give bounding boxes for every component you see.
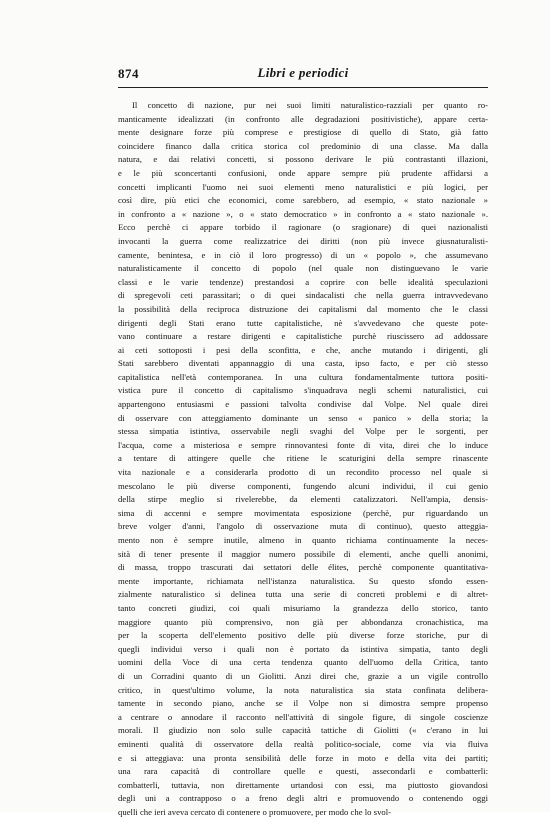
text-line: eminenti qualità di osservatore della realtà politico-sociale, come via via fluiva bbox=[118, 738, 488, 749]
text-line: combatterli, tuttavia, non direttamente urtandosi con essi, ma piuttosto giovandosi bbox=[118, 779, 488, 790]
text-line: l'acqua, come a misteriosa e sempre rinnovantesi fonte di vita, direi che lo induce bbox=[118, 439, 488, 450]
text-line: breve volger d'anni, l'angolo di osservazione muta di continuo), questo atteggia- bbox=[118, 521, 488, 532]
text-line: ai ceti sottoposti i pesi della sconfitta, e che, anche mutando i dirigenti, gli bbox=[118, 344, 488, 355]
text-line: e le più sconcertanti confusioni, onde appare sempre più prudente affidarsi a bbox=[118, 167, 488, 178]
text-line: in confronto a « nazione », o « stato democratico » in confronto a « stato nazionale ». bbox=[118, 208, 488, 219]
header-rule bbox=[118, 87, 488, 88]
text-line: vano continuare a restare dirigenti e capitalistiche purchè riuscissero ad addossare bbox=[118, 331, 488, 342]
text-line: zialmente naturalistico si delinea tutta una serie di concreti problemi e di altret- bbox=[118, 589, 488, 600]
text-line: così dire, più etici che economici, come sarebbero, ad esempio, « stato nazionale » bbox=[118, 195, 488, 206]
text-line: mento non è sempre inutile, almeno in quanto richiama continuamente la neces- bbox=[118, 535, 488, 545]
text-line: morali. Il giudizio non solo sulle capacità tattiche di Giolitti (« c'erano in lui bbox=[118, 725, 488, 736]
page-number: 874 bbox=[118, 66, 139, 81]
text-line: una rara capacità di controllare quelle e questi, assecondarli e combatterli: bbox=[118, 766, 488, 777]
text-line: dirigenti degli Stati erano tutte capitalistiche, nè s'avvedevano che queste pote- bbox=[118, 317, 488, 328]
text-line: di spregevoli ceti parassitari; o di quei sindacalisti che nella guerra intravvedevano bbox=[118, 290, 488, 301]
text-line: capitalistica nell'età contemporanea. In una cultura fondamentalmente tuttora positi- bbox=[118, 371, 488, 382]
text-line: mescolano le più diverse componenti, fungendo alcuni individui, il cui genio bbox=[118, 480, 488, 491]
text-line: sima di accenni e sempre movimentata esposizione (perchè, pur riguardando un bbox=[118, 507, 488, 518]
page-header bbox=[118, 64, 488, 86]
text-line: tanto concreti giudizi, coi quali misuriamo la grandezza dello storico, tanto bbox=[118, 602, 488, 613]
text-line: classi e le varie tendenze) prestandosi a coprire con belle idealità speculazioni bbox=[118, 276, 488, 287]
text-line: naturalisticamente il concetto di popolo (nel quale non distinguevano le varie bbox=[118, 263, 488, 274]
body-text bbox=[118, 99, 488, 819]
text-line: vita nazionale e a considerarla prodotto di un recondito processo nel quale si bbox=[118, 467, 488, 478]
text-line: sità di tener presente il maggior numero possibile di elementi, anche quelli anonimi, bbox=[118, 548, 488, 559]
text-line: critico, in quest'ultimo volume, la nota naturalistica sia stata confinata delibera- bbox=[118, 684, 488, 695]
text-line: di un Corradini quanto di un Giolitti. Anzi direi che, grazie a un vigile controllo bbox=[118, 670, 488, 681]
text-line: a centrare o annodare il racconto nell'attività di singole figure, di singole coscienze bbox=[118, 711, 488, 722]
running-head: Libri e periodici bbox=[257, 65, 349, 80]
text-line: camente, benintesa, e in ciò il loro progresso) di un « popolo », che assumevano bbox=[118, 249, 488, 260]
text-line: uomini della Voce di una certa tendenza quanto dell'uomo della Critica, tanto bbox=[118, 657, 488, 668]
text-line: mente designare forze più comprese e prestigiose di quello di Stato, già fatto bbox=[118, 127, 488, 138]
text-line: per la scoperta dell'elemento positivo delle più diverse forze storiche, pur di bbox=[118, 630, 488, 641]
text-line: quegli individui verso i quali non è portato da istintiva simpatia, tanto degli bbox=[118, 643, 488, 654]
text-line: e si atteggiava: una pronta sensibilità delle forze in moto e della vita dei partiti; bbox=[118, 752, 488, 763]
text-line: Il concetto di nazione, pur nei suoi limiti naturalistico-razziali per quanto ro- bbox=[132, 100, 488, 110]
text-line: di osservare con atteggiamento dominante un senso « panico » della storia; la bbox=[118, 412, 488, 423]
text-line: natura, e dai relativi concetti, si possono derivare le più contrastanti illazioni, bbox=[118, 154, 488, 165]
text-line: stessa simpatia istintiva, osservabile negli svaghi del Volpe per le sorgenti, per bbox=[118, 426, 488, 437]
text-line: manticamente idealizzati (in confronto alle degradazioni positivistiche), appare certa- bbox=[118, 113, 488, 124]
text-line: mente importante, richiamata nell'istanza naturalistica. Su questo sfondo essen- bbox=[118, 575, 488, 586]
text-line: tamente in secondo piano, anche se il Volpe non si dimostra sempre propenso bbox=[118, 698, 488, 709]
text-line: Ecco perchè ci appare torbido il ragionare (o sragionare) di quei nazionalisti bbox=[118, 222, 488, 233]
text-line: della stirpe meglio si rivelerebbe, da elementi catalizzatori. Nell'ampia, densis- bbox=[118, 494, 488, 505]
text-line: coincidere financo dalla critica storica col predominio di una classe. Ma dalla bbox=[118, 140, 488, 151]
text-line: Stati sarebbero diventati appannaggio di una casta, ipso facto, e per ciò stesso bbox=[118, 358, 488, 369]
text-line: di massa, troppo trascurati dai settatori delle élites, perchè componente quantitativa- bbox=[118, 562, 488, 573]
text-line: a tentare di attingere quelle che ritiene le scaturigini della sempre rinascente bbox=[118, 453, 488, 464]
text-line: degli uni a contrapposo o a freno degli altri e promuovendo o contenendo oggi bbox=[118, 793, 488, 804]
text-line: quelli che ieri aveva cercato di contenere o promuovere, per modo che lo svol- bbox=[118, 806, 392, 817]
text-line: concetti implicanti l'uomo nei suoi elementi meno naturalistici e più logici, per bbox=[118, 181, 488, 192]
text-line: vistica pure il concetto di capitalismo s'inquadrava negli schemi naturalistici, cui bbox=[118, 385, 488, 396]
text-line: maggiore quanto più comprensivo, non già per abbondanza cronachistica, ma bbox=[118, 616, 488, 627]
text-line: invocanti la guerra come realizzatrice dei diritti (non più invece giusnaturalisti- bbox=[118, 235, 488, 246]
text-line: la possibilità della reciproca distruzione dei capitalismi dal momento che le classi bbox=[118, 303, 488, 314]
text-line: appartengono entusiasmi e passioni talvolta condivise dal Volpe. Nel quale direi bbox=[118, 399, 488, 410]
